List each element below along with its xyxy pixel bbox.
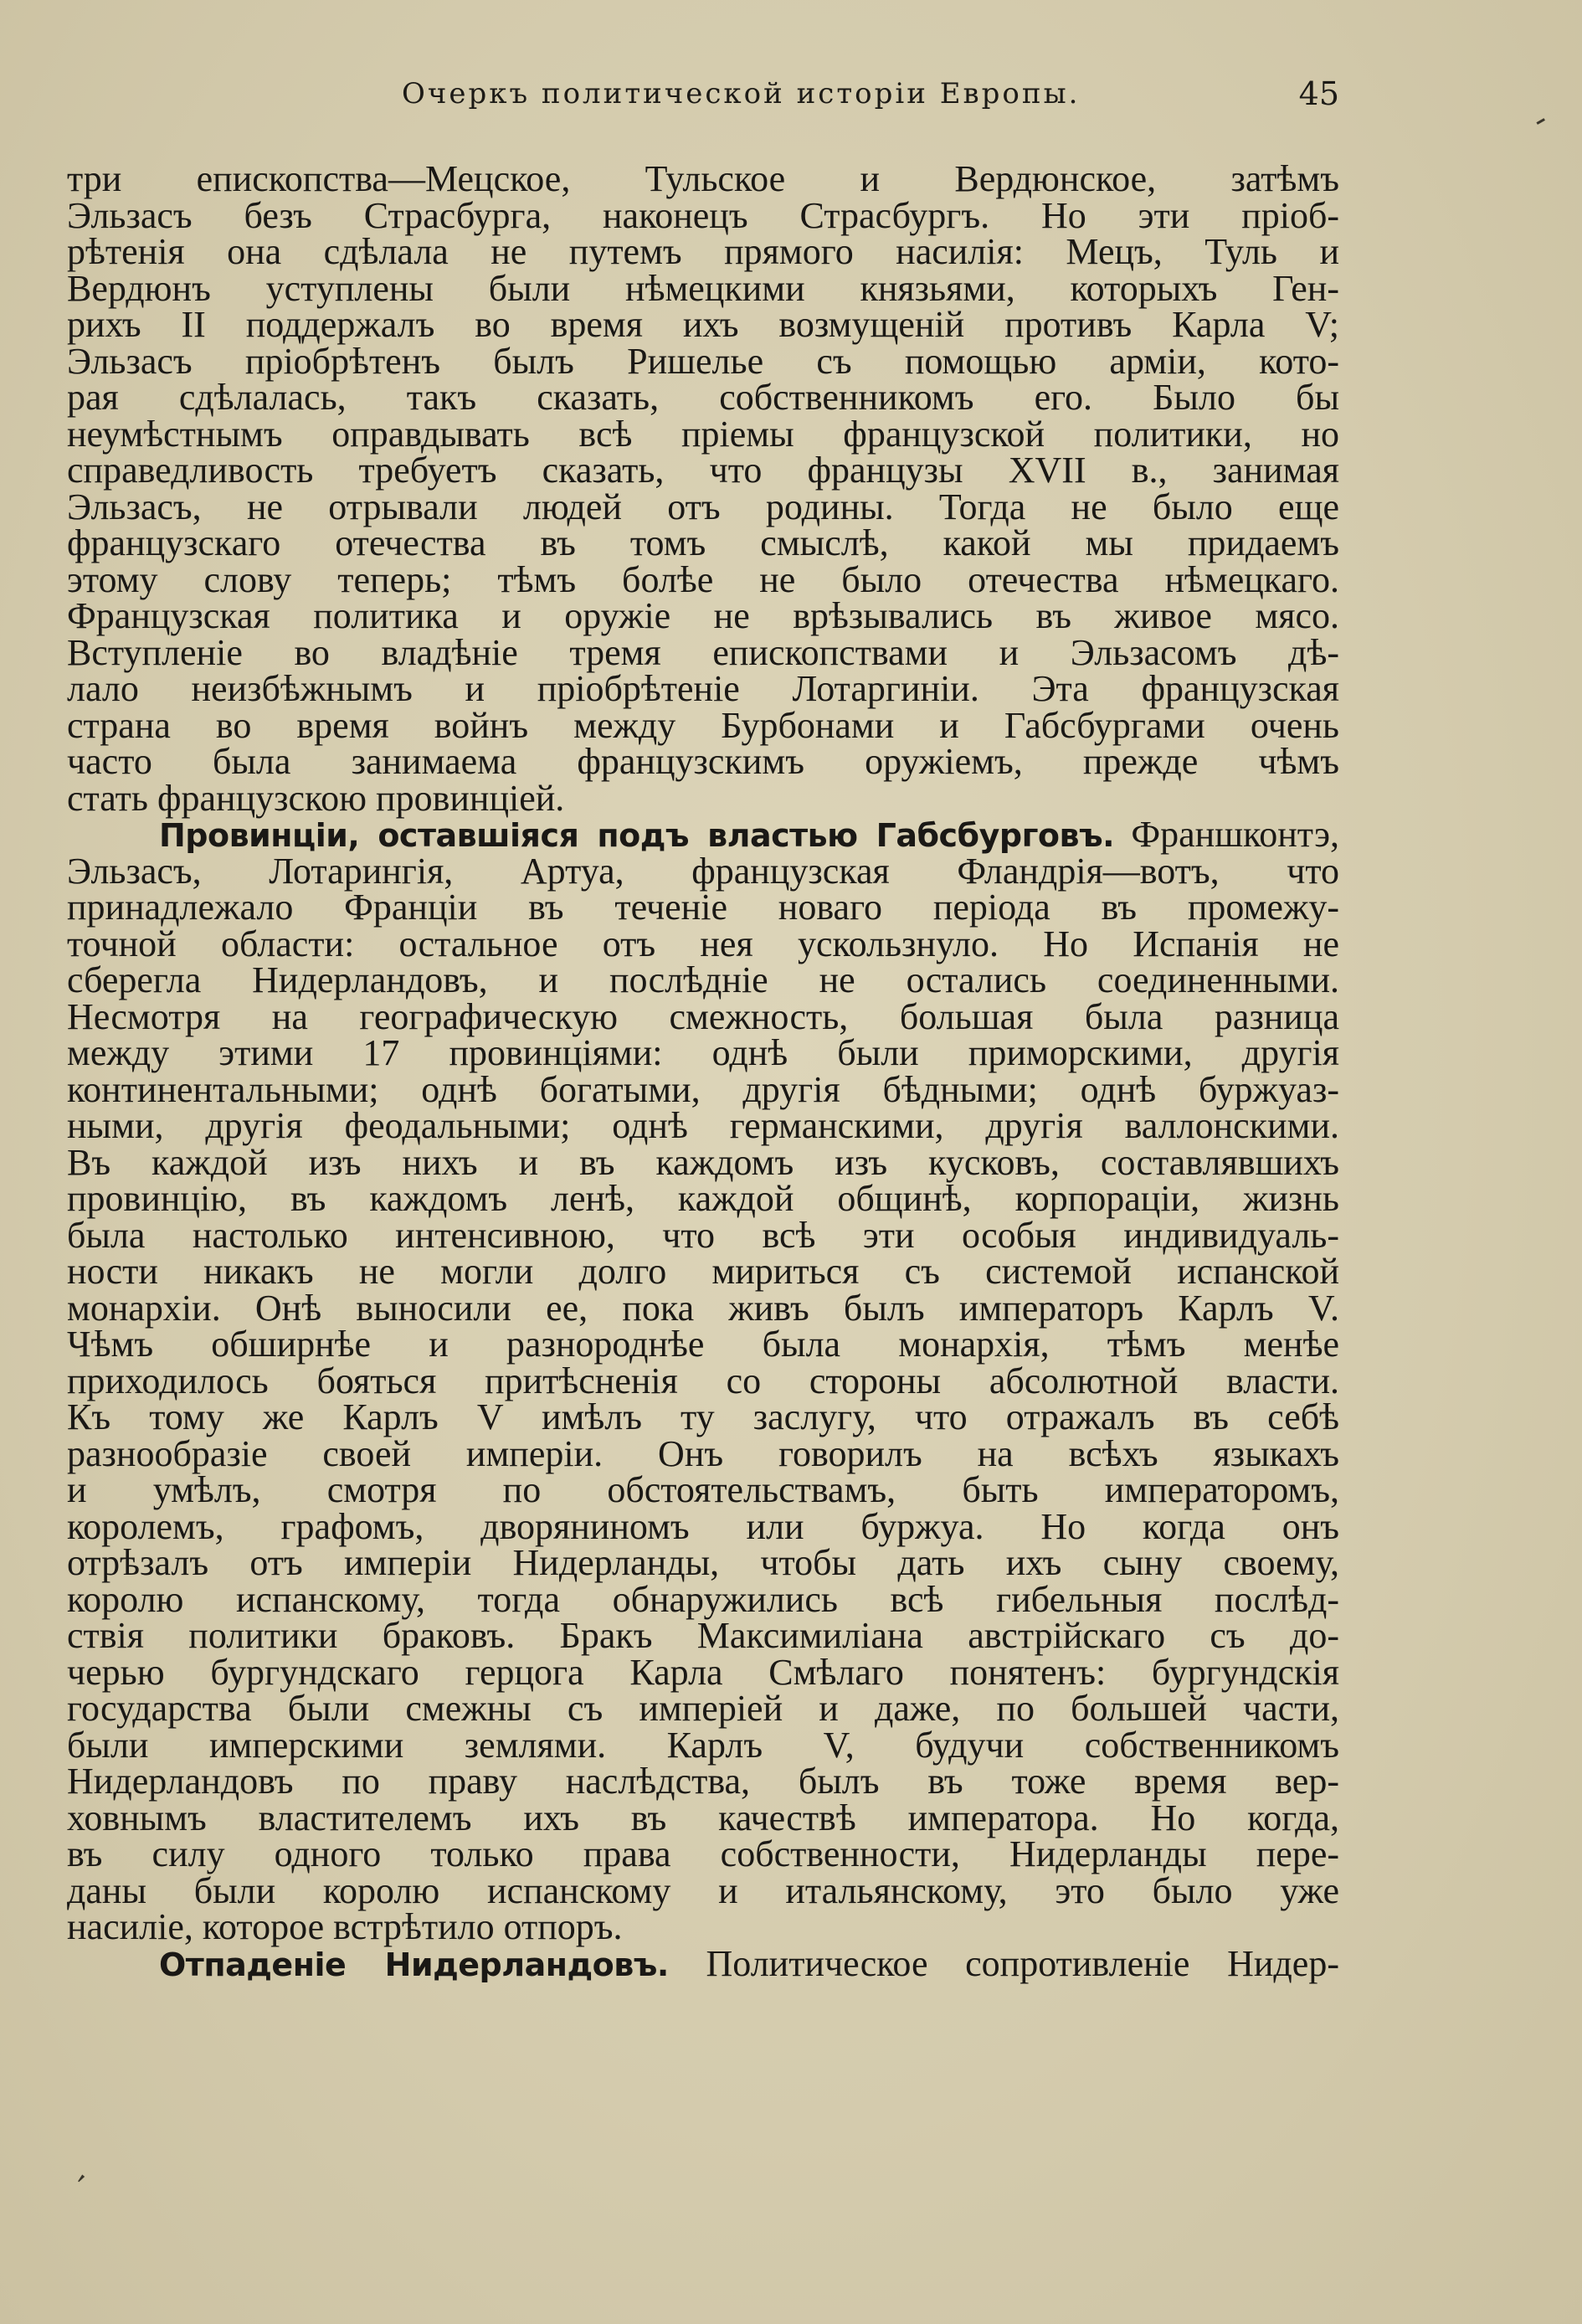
text-line: Французская политика и оружіе не врѣзывались въ живое мясо. — [67, 595, 1339, 636]
running-title: Очеркъ политической исторіи Европы. — [402, 77, 1081, 111]
paragraph-start — [67, 816, 1339, 853]
text-line: неумѣстнымъ оправдывать всѣ пріемы французской политики, но — [67, 413, 1339, 455]
page-header — [67, 77, 1339, 127]
text-line: насиліе, которое встрѣтило отпоръ. — [67, 1906, 623, 1947]
text-line: часто была занимаема французскимъ оружіемъ, прежде чѣмъ — [67, 741, 1339, 782]
text-line: Вердюнъ уступлены были нѣмецкими князьями, которыхъ Ген- — [67, 267, 1339, 309]
text-line: принадлежало Франціи въ теченіе новаго періода въ промежу- — [67, 887, 1339, 928]
text-line: стать французскою провинціей. — [67, 777, 565, 819]
text-line: королемъ, графомъ, дворяниномъ или буржуа. Но когда онъ — [67, 1505, 1339, 1547]
text-line: Эльзасъ, Лотарингія, Артуа, французская Фландрія—вотъ, что — [67, 850, 1339, 892]
body-text — [67, 158, 1340, 1984]
text-line: Чѣмъ обширнѣе и разнороднѣе была монархія, тѣмъ менѣе — [67, 1324, 1339, 1365]
section-heading-netherlands: Отпаденіе Нидерландовъ. — [159, 1946, 669, 1983]
text-line: лало неизбѣжнымъ и пріобрѣтеніе Лотаргиніи. Эта французская — [67, 668, 1339, 709]
stray-pen-mark: - — [1524, 99, 1554, 138]
text-line: справедливость требуетъ сказать, что французы XVII в., занимая — [67, 450, 1339, 491]
text-line: между этими 17 провинціями: однѣ были приморскими, другія — [67, 1032, 1339, 1073]
text-line: монархіи. Онѣ выносили ее, пока живъ былъ императоръ Карлъ V. — [67, 1287, 1339, 1329]
text-line: были имперскими землями. Карлъ V, будучи собственникомъ — [67, 1724, 1339, 1766]
text-line: этому слову теперь; тѣмъ болѣе не было отечества нѣмецкаго. — [67, 558, 1339, 600]
text-line: Несмотря на географическую смежность, большая была разница — [67, 995, 1339, 1037]
text-line: континентальными; однѣ богатыми, другія бѣдными; однѣ буржуаз- — [67, 1068, 1339, 1110]
text-run: Франшконтэ, — [1131, 814, 1340, 855]
text-line: рихъ II поддержалъ во время ихъ возмущеній противъ Карла V; — [67, 304, 1339, 345]
text-line: Вступленіе во владѣніе тремя епископствами и Эльзасомъ дѣ- — [67, 631, 1339, 673]
text-line: въ силу одного только права собственности, Нидерланды пере- — [67, 1833, 1339, 1874]
text-line: Эльзасъ, не отрывали людей отъ родины. Тогда не было еще — [67, 486, 1339, 527]
text-line: рѣтенія она сдѣлала не путемъ прямого насилія: Мецъ, Туль и — [67, 231, 1339, 272]
text-line: ными, другія феодальными; однѣ германскими, другія валлонскими. — [67, 1105, 1339, 1146]
text-line: Эльзасъ безъ Страсбурга, наконецъ Страсбургъ. Но эти пріоб- — [67, 194, 1339, 236]
text-line: ховнымъ властителемъ ихъ въ качествѣ императора. Но когда, — [67, 1797, 1339, 1838]
text-line: три епископства—Мецское, Тульское и Вердюнское, затѣмъ — [67, 158, 1339, 199]
text-line: Нидерландовъ по праву наслѣдства, былъ въ тоже время вер- — [67, 1761, 1339, 1802]
text-line: ствія политики браковъ. Бракъ Максимиліана австрійскаго съ до- — [67, 1615, 1339, 1656]
page-number: 45 — [1298, 75, 1339, 112]
text-line: провинцію, въ каждомъ ленѣ, каждой общинѣ, корпораціи, жизнь — [67, 1178, 1339, 1219]
section-heading-provinces: Провинціи, оставшіяся подъ властью Габсбурговъ. — [159, 817, 1115, 854]
stray-pen-mark: ' — [62, 2167, 91, 2201]
text-line: ности никакъ не могли долго мириться съ системой испанской — [67, 1251, 1339, 1292]
text-line: сберегла Нидерландовъ, и послѣдніе не остались соединенными. — [67, 959, 1339, 1000]
text-line: приходилось бояться притѣсненія со стороны абсолютной власти. — [67, 1360, 1339, 1401]
text-line: Эльзасъ пріобрѣтенъ былъ Ришелье съ помощью арміи, кото- — [67, 340, 1339, 382]
text-line: Къ тому же Карлъ V имѣлъ ту заслугу, что отражалъ въ себѣ — [67, 1396, 1339, 1437]
text-line: страна во время войнъ между Бурбонами и Габсбургами очень — [67, 704, 1339, 746]
text-line: даны были королю испанскому и итальянскому, это было уже — [67, 1869, 1339, 1911]
text-line: и умѣлъ, смотря по обстоятельствамъ, быть императоромъ, — [67, 1469, 1339, 1510]
text-line: точной области: остальное отъ нея ускользнуло. Но Испанія не — [67, 923, 1339, 964]
paragraph-start — [67, 1942, 1339, 1984]
text-line: королю испанскому, тогда обнаружились всѣ гибельныя послѣд- — [67, 1578, 1339, 1620]
text-line: рая сдѣлалась, такъ сказать, собственникомъ его. Было бы — [67, 377, 1339, 418]
text-line: была настолько интенсивною, что всѣ эти особыя индивидуаль- — [67, 1214, 1339, 1256]
text-line: французскаго отечества въ томъ смыслѣ, какой мы придаемъ — [67, 522, 1339, 563]
text-line: Въ каждой изъ нихъ и въ каждомъ изъ кусковъ, составлявшихъ — [67, 1141, 1339, 1183]
text-line: черью бургундскаго герцога Карла Смѣлаго понятенъ: бургундскія — [67, 1651, 1339, 1693]
text-line: разнообразіе своей имперіи. Онъ говорилъ на всѣхъ языкахъ — [67, 1432, 1339, 1474]
text-line: государства были смежны съ имперіей и даже, по большей части, — [67, 1688, 1339, 1729]
text-run: Политическое сопротивленіе Нидер- — [706, 1942, 1339, 1984]
text-line: отрѣзалъ отъ имперіи Нидерланды, чтобы дать ихъ сыну своему, — [67, 1542, 1339, 1583]
